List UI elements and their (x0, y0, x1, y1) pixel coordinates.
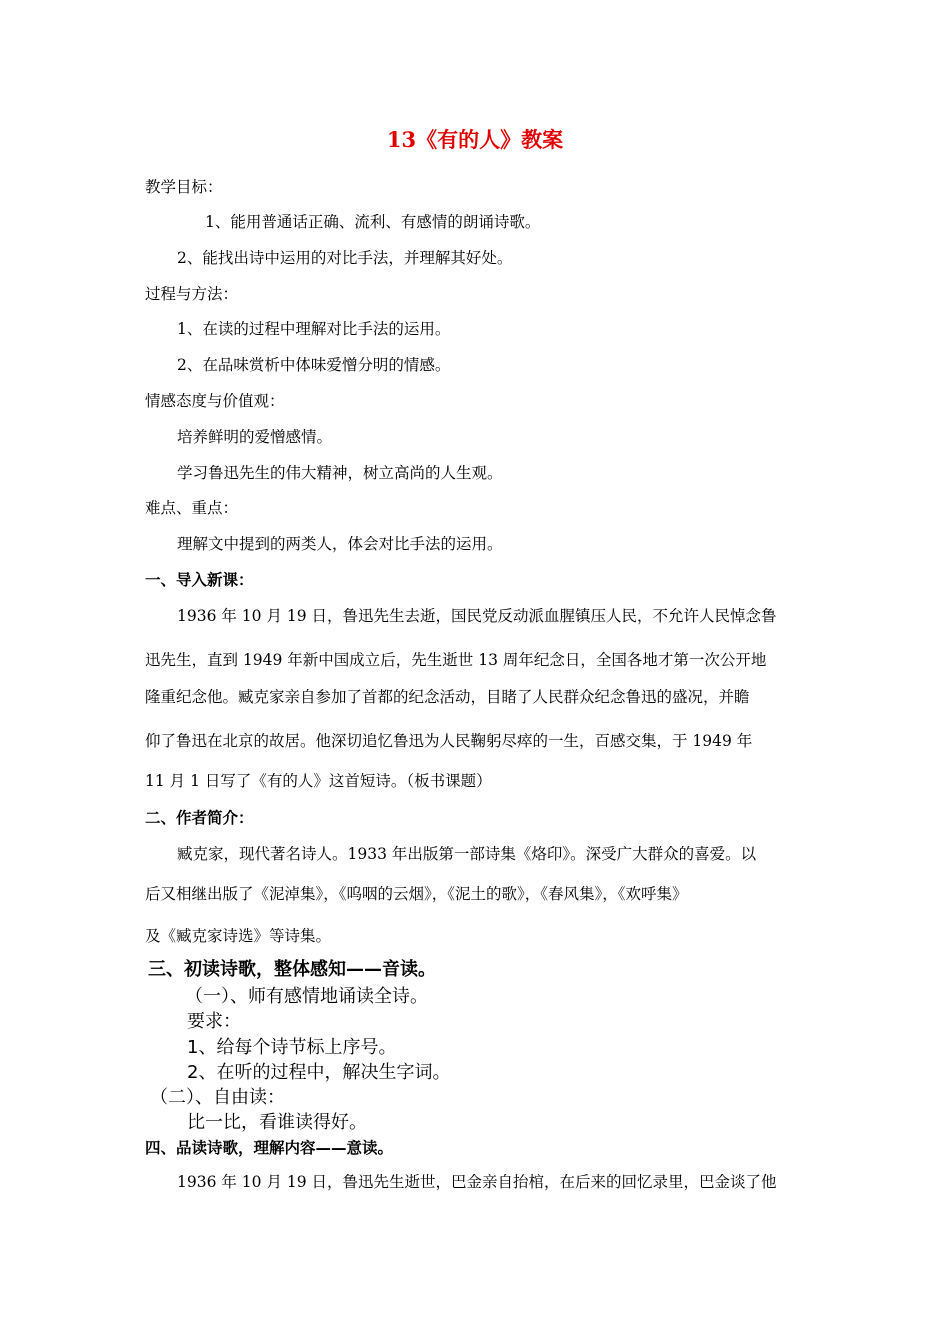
difficulty-heading: 难点、重点： (145, 499, 239, 517)
emotion-item: 培养鲜明的爱憎感情。 (177, 428, 333, 446)
first-read-req-item: 2、在听的过程中，解决生字词。 (187, 1062, 451, 1083)
intro-line: 隆重纪念他。臧克家亲自参加了首都的纪念活动，目睹了人民群众纪念鲁迅的盛况，并瞻 (145, 688, 750, 706)
author-line: 及《臧克家诗选》等诗集。 (145, 927, 332, 945)
intro-line: 1936 年 10 月 19 日，鲁迅先生去逝，国民党反动派血腥镇压人民，不允许人民悼念鲁 (177, 607, 777, 625)
first-read-req: 要求： (187, 1011, 241, 1032)
section-heading-first-read: 三、初读诗歌，整体感知——音读。 (148, 959, 436, 980)
process-item: 1、在读的过程中理解对比手法的运用。 (177, 320, 451, 338)
process-heading: 过程与方法： (145, 285, 239, 303)
author-line: 后又相继出版了《泥淖集》，《呜咽的云烟》，《泥土的歌》，《春风集》，《欢呼集》 (145, 885, 688, 903)
process-item: 2、在品味赏析中体味爱憎分明的情感。 (177, 356, 451, 374)
first-read-sub2: （二）、自由读： (150, 1087, 285, 1108)
author-line: 臧克家，现代著名诗人。1933 年出版第一部诗集《烙印》。深受广大群众的喜爱。以 (177, 845, 757, 863)
difficulty-item: 理解文中提到的两类人，体会对比手法的运用。 (177, 535, 503, 553)
section-heading-author: 二、作者简介： (145, 809, 254, 827)
section-heading-deep-read: 四、品读诗歌，理解内容——意读。 (145, 1139, 394, 1157)
first-read-sub1: （一）、师有感情地诵读全诗。 (185, 986, 428, 1007)
section-heading-intro: 一、导入新课： (145, 571, 254, 589)
intro-line: 仰了鲁迅在北京的故居。他深切追忆鲁迅为人民鞠躬尽瘁的一生，百感交集，于 1949 年 (145, 732, 753, 750)
intro-line: 11 月 1 日写了《有的人》这首短诗。（板书课题） (145, 772, 492, 790)
emotion-heading: 情感态度与价值观： (145, 392, 285, 410)
first-read-sub2-text: 比一比，看谁读得好。 (187, 1112, 367, 1133)
objective-item: 2、能找出诗中运用的对比手法，并理解其好处。 (177, 249, 513, 267)
emotion-item: 学习鲁迅先生的伟大精神，树立高尚的人生观。 (177, 464, 503, 482)
document-title: 13《有的人》教案 (386, 127, 564, 152)
deep-read-line: 1936 年 10 月 19 日，鲁迅先生逝世，巴金亲自抬棺，在后来的回忆录里，巴金谈了他 (177, 1173, 777, 1191)
first-read-req-item: 1、给每个诗节标上序号。 (187, 1037, 397, 1058)
objective-item: 1、能用普通话正确、流利、有感情的朗诵诗歌。 (205, 213, 541, 231)
objectives-heading: 教学目标： (145, 178, 223, 196)
intro-line: 迅先生，直到 1949 年新中国成立后，先生逝世 13 周年纪念日，全国各地才第一次公开地 (145, 651, 767, 669)
